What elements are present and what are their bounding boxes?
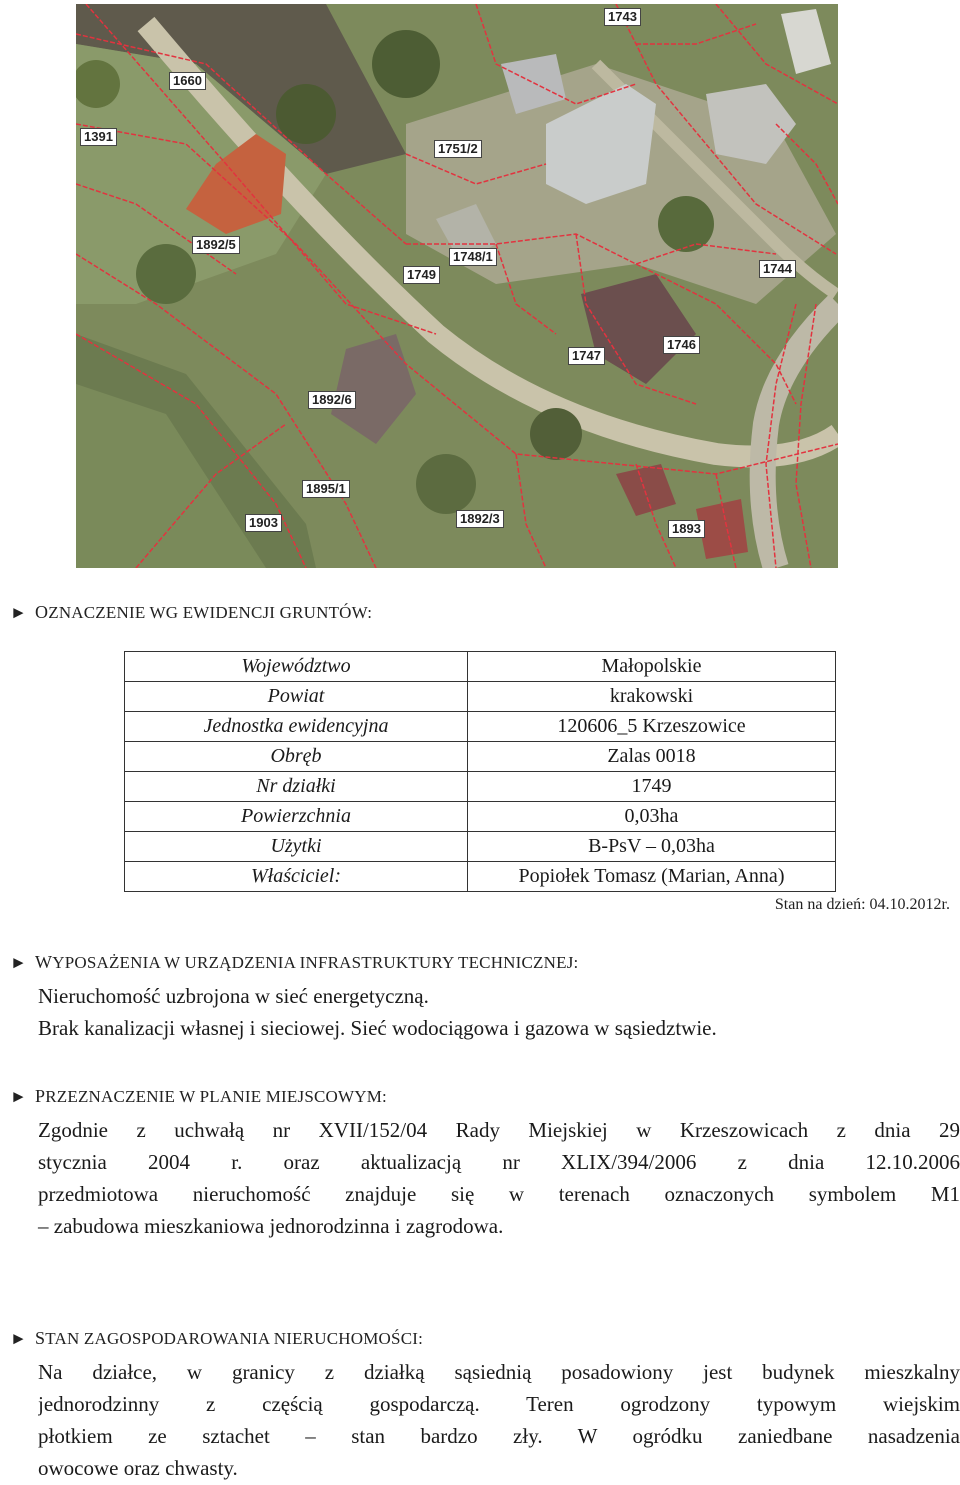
paragraph-line: Brak kanalizacji własnej i sieciowej. Sieć wodociągowa i gazowa w sąsiedztwie. — [38, 1016, 717, 1040]
table-value: Zalas 0018 — [468, 742, 836, 772]
table-key: Powiat — [125, 682, 468, 712]
table-value: 120606_5 Krzeszowice — [468, 712, 836, 742]
table-row — [125, 652, 836, 682]
table-row — [125, 832, 836, 862]
paragraph-line: jednorodzinny z częścią gospodarczą. Teren ogrodzony typowym wiejskim — [38, 1392, 960, 1416]
table-row — [125, 772, 836, 802]
parcel-label: 1892/6 — [308, 391, 356, 409]
status-date: Stan na dzień: 04.10.2012r. — [774, 896, 950, 913]
heading-text: ZNACZENIE WG EWIDENCJI GRUNTÓW: — [48, 603, 373, 622]
table-value: Małopolskie — [468, 652, 836, 682]
parcel-label: 1751/2 — [434, 140, 482, 158]
property-condition-paragraph — [38, 1356, 960, 1484]
table-value: B-PsV – 0,03ha — [468, 832, 836, 862]
section-heading-ewidencja — [10, 602, 372, 623]
paragraph-line: owocowe oraz chwasty. — [38, 1456, 238, 1480]
parcel-label: 1903 — [245, 514, 282, 532]
table-key: Nr działki — [125, 772, 468, 802]
table-row — [125, 802, 836, 832]
bullet-triangle-icon: ► — [10, 603, 28, 622]
heading-text: TAN ZAGOSPODAROWANIA NIERUCHOMOŚCI: — [45, 1329, 424, 1348]
table-key: Powierzchnia — [125, 802, 468, 832]
parcel-label: 1746 — [663, 336, 700, 354]
bullet-triangle-icon: ► — [10, 1329, 28, 1348]
table-key: Jednostka ewidencyjna — [125, 712, 468, 742]
section-heading-plan — [10, 1086, 387, 1107]
parcel-label: 1747 — [568, 347, 605, 365]
table-value: 1749 — [468, 772, 836, 802]
parcel-label: 1749 — [403, 266, 440, 284]
parcel-label: 1892/5 — [192, 236, 240, 254]
zoning-plan-paragraph — [38, 1114, 960, 1242]
paragraph-line: Na działce, w granicy z działką sąsiednią posadowiony jest budynek mieszkalny — [38, 1360, 960, 1384]
parcel-label: 1391 — [80, 128, 117, 146]
table-key: Województwo — [125, 652, 468, 682]
infrastructure-paragraph — [38, 980, 960, 1044]
heading-text: YPOSAŻENIA W URZĄDZENIA INFRASTRUKTURY TECHNICZNEJ: — [52, 953, 579, 972]
paragraph-line: Zgodnie z uchwałą nr XVII/152/04 Rady Miejskiej w Krzeszowicach z dnia 29 — [38, 1118, 960, 1142]
table-value: krakowski — [468, 682, 836, 712]
section-heading-stan — [10, 1328, 423, 1349]
table-value: Popiołek Tomasz (Marian, Anna) — [468, 862, 836, 892]
paragraph-line: przedmiotowa nieruchomość znajduje się w terenach oznaczonych symbolem M1 — [38, 1182, 960, 1206]
bullet-triangle-icon: ► — [10, 953, 28, 972]
land-registry-table — [124, 651, 836, 892]
section-heading-infrastruktura — [10, 952, 578, 973]
heading-initial: O — [35, 602, 49, 622]
paragraph-line: Nieruchomość uzbrojona w sieć energetyczną. — [38, 984, 429, 1008]
parcel-label: 1660 — [169, 72, 206, 90]
heading-initial: P — [35, 1086, 46, 1106]
heading-text: RZEZNACZENIE W PLANIE MIEJSCOWYM: — [45, 1087, 387, 1106]
table-key: Obręb — [125, 742, 468, 772]
table-key: Właściciel: — [125, 862, 468, 892]
table-value: 0,03ha — [468, 802, 836, 832]
table-row — [125, 712, 836, 742]
table-row — [125, 742, 836, 772]
parcel-label: 1892/3 — [456, 510, 504, 528]
parcel-label: 1895/1 — [302, 480, 350, 498]
parcel-label: 1748/1 — [449, 248, 497, 266]
paragraph-line: – zabudowa mieszkaniowa jednorodzinna i zagrodowa. — [38, 1214, 504, 1238]
paragraph-line: płotkiem ze sztachet – stan bardzo zły. W ogródku zaniedbane nasadzenia — [38, 1424, 960, 1448]
heading-initial: S — [35, 1328, 46, 1348]
heading-initial: W — [35, 952, 53, 972]
aerial-map — [76, 4, 838, 568]
table-row — [125, 862, 836, 892]
parcel-label: 1743 — [604, 8, 641, 26]
table-key: Użytki — [125, 832, 468, 862]
bullet-triangle-icon: ► — [10, 1087, 28, 1106]
table-row — [125, 682, 836, 712]
paragraph-line: stycznia 2004 r. oraz aktualizacją nr XLIX/394/2006 z dnia 12.10.2006 — [38, 1150, 960, 1174]
parcel-label: 1893 — [668, 520, 705, 538]
parcel-label: 1744 — [759, 260, 796, 278]
